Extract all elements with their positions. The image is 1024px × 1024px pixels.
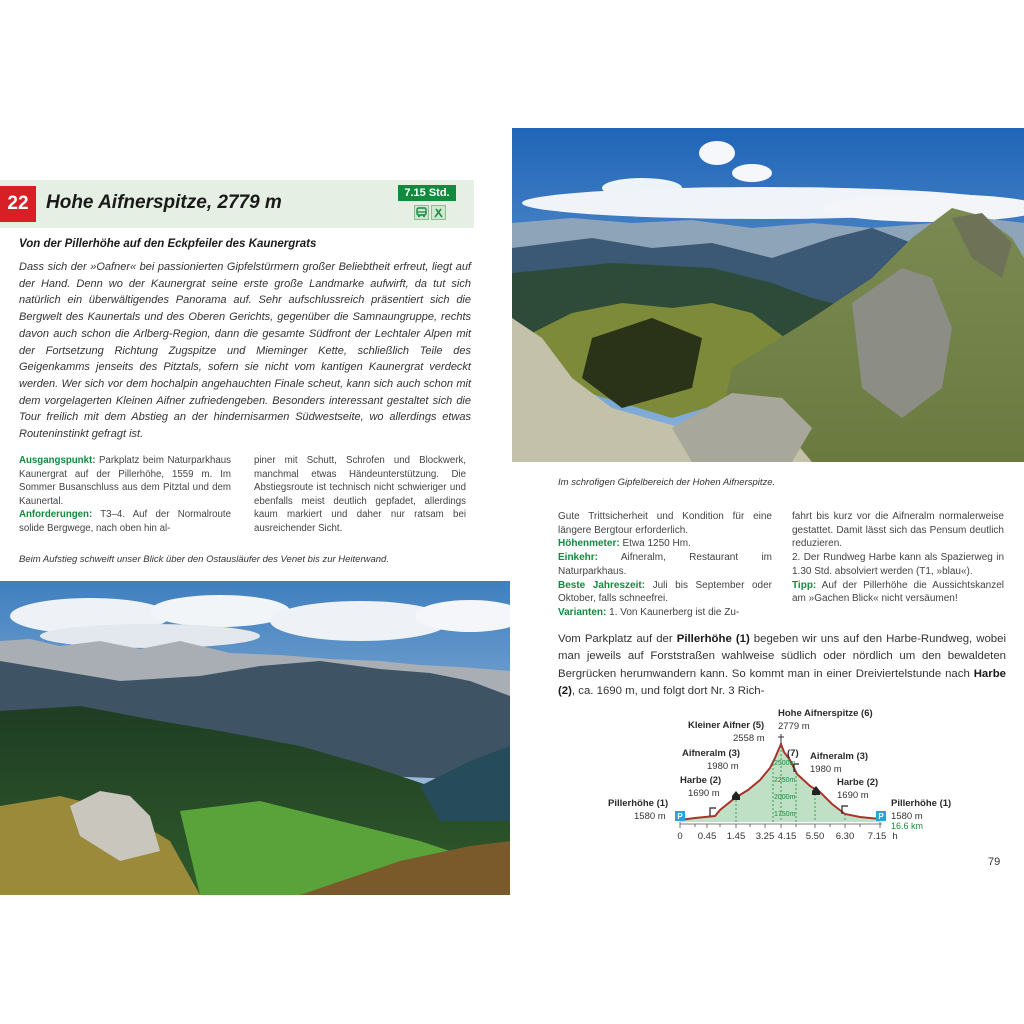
x-tick: 7.15	[867, 831, 887, 842]
wp-elev-aifneralm-down: 1980 m	[810, 764, 842, 775]
tour-subtitle: Von der Pillerhöhe auf den Eckpfeiler des Kaunergrats	[19, 238, 317, 250]
svg-text:2500m: 2500m	[774, 760, 796, 767]
wp-label-harbe-up: Harbe (2)	[680, 775, 722, 786]
tour-title: Hohe Aifnerspitze, 2779 m	[46, 192, 282, 213]
duration-badge: 7.15 Std.	[398, 185, 456, 201]
svg-text:1750m: 1750m	[774, 811, 796, 818]
facts-column-right-2	[792, 510, 1004, 606]
x-tick: 0.45	[697, 831, 717, 842]
wp-elev-hohe-aifnerspitze: 2779 m	[778, 721, 810, 732]
tour-header	[0, 180, 474, 228]
wp-label-pillerhoehe-start: Pillerhöhe (1)	[608, 798, 669, 809]
parking-icon-end: P	[876, 811, 886, 821]
text-trittsicherheit: Gute Trittsicherheit und Kondition für eine längere Bergtour erforderlich.	[558, 511, 772, 536]
svg-text:2250m: 2250m	[774, 777, 796, 784]
facts-column-right	[558, 510, 772, 620]
route-waypoint-pillerhoehe: Pillerhöhe (1)	[676, 633, 750, 645]
facts-column-left-2	[254, 454, 466, 535]
parking-icon-start: P	[675, 811, 685, 821]
wp-label-pillerhoehe-end: Pillerhöhe (1)	[891, 798, 952, 809]
text-jahreszeit: Juli bis September oder Oktober, falls schneefrei.	[558, 579, 772, 605]
route-waypoint-harbe: Harbe (2)	[558, 667, 1006, 697]
x-axis-unit: h	[892, 831, 898, 842]
x-tick: 4.15	[777, 831, 797, 842]
photo-venet-heiterwand	[0, 581, 510, 895]
wp-label-harbe-down: Harbe (2)	[837, 777, 879, 788]
wp-label-aifneralm-up: Aifneralm (3)	[682, 748, 741, 759]
facts-column-left	[19, 454, 231, 535]
wp-label-aifneralm-down: Aifneralm (3)	[810, 751, 869, 762]
svg-text:2000m: 2000m	[774, 794, 796, 801]
bus-icon	[414, 205, 429, 220]
text-tipp: Auf der Pillerhöhe die Aussichtskanzel am »Gachen Blick« nicht versäumen!	[792, 579, 1004, 605]
page-number: 79	[988, 856, 1001, 868]
tour-number-badge: 22	[0, 186, 36, 222]
text-ausgangspunkt: Parkplatz beim Naturparkhaus Kaunergrat auf der Pillerhöhe, 1559 m. Im Sommer Busanschluss aus dem Pitztal und dem Kaunertal.	[19, 455, 231, 507]
label-jahreszeit: Beste Jahreszeit:	[558, 579, 646, 591]
wp-label-hohe-aifnerspitze: Hohe Aifnerspitze (6)	[778, 708, 873, 719]
wp-label-7: (7)	[787, 748, 799, 759]
text-anforderungen: T3–4. Auf der Normalroute solide Bergwege, nach oben hin al-	[19, 509, 231, 534]
x-tick: 1.45	[726, 831, 746, 842]
text-einkehr: Aifneralm, Restaurant im Naturparkhaus.	[558, 552, 772, 577]
text-varianten-1: fahrt bis kurz vor die Aifneralm normalerweise gestattet. Damit lässt sich das Pensum deutlich reduzieren.	[792, 511, 1004, 550]
photo-caption-left: Beim Aufstieg schweift unser Blick über den Ostausläufer des Venet bis zur Heiterwand.	[19, 554, 389, 565]
route-text-3: , ca. 1690 m, und folgt dort Nr. 3 Rich-	[571, 684, 765, 697]
route-text-2: begeben wir uns auf den Harbe-Rundweg, wobei man jeweils auf Forststraßen wahlweise südlich oder nördlich um den bewaldeten Bergrücken herumwandern kann. So kommt man in einer Dreiviertelstunde nach	[558, 633, 1007, 680]
tour-icons	[414, 205, 446, 220]
wp-elev-pillerhoehe-end: 1580 m	[891, 811, 923, 822]
wp-elev-pillerhoehe-start: 1580 m	[634, 811, 666, 822]
wp-elev-harbe-up: 1690 m	[688, 788, 720, 799]
x-tick: 6.30	[835, 831, 855, 842]
text-varianten: 1. Von Kaunerberg ist die Zu-	[606, 606, 740, 618]
total-distance: 16.6 km	[891, 821, 924, 831]
label-ausgangspunkt: Ausgangspunkt:	[19, 455, 96, 466]
photo-caption-right: Im schrofigen Gipfelbereich der Hohen Aifnerspitze.	[558, 477, 776, 488]
label-hoehenmeter: Höhenmeter:	[558, 538, 620, 550]
text-varianten-2: 2. Der Rundweg Harbe kann als Spazierweg in 1.30 Std. absolviert werden (T1, »blau«).	[792, 552, 1004, 577]
photo-gipfelbereich	[512, 128, 1024, 462]
text-anforderungen-cont: piner mit Schutt, Schrofen und Blockwerk, manchmal etwas Händeunterstützung. Die Abstiegsroute ist technisch nicht schwieriger und ebenfalls meist deutlich gepfadet, allerdings kaum markiert und daher nur ratsam bei ausreichender Sicht.	[254, 455, 466, 534]
x-tick: 3.25	[755, 831, 775, 842]
route-description	[558, 631, 1006, 700]
x-tick: 0	[677, 831, 683, 842]
elevation-profile-chart	[600, 700, 970, 850]
x-tick: 5.50	[805, 831, 825, 842]
label-varianten: Varianten:	[558, 606, 607, 618]
label-anforderungen: Anforderungen:	[19, 509, 93, 520]
wp-elev-kleiner-aifner: 2558 m	[733, 733, 765, 744]
restaurant-icon	[431, 205, 446, 220]
wp-elev-harbe-down: 1690 m	[837, 790, 869, 801]
intro-paragraph: Dass sich der »Oafner« bei passionierten Gipfelstürmern großer Beliebtheit erfreut, liegt auf der Hand. Denn wo der Kaunergrat seine erste große Landmarke aufwirft, da tut sich natürlich ein überwältigendes Panorama auf. Sehr aufschlussreich präsentiert sich die Bergwelt des Kaunertals und des Oberen Gerichts, gegenüber die Samnaungruppe, rechts davon auch schon die Arlberg-Region, dann die gesamte Südfront der Lechtaler Alpen mit der Fortsetzung Richtung Zugspitze und Mieminger Kette, schließlich Teile des Geigenkamms jenseits des Pitztals, sofern sie nicht vom kantigen Kaunergrat verdeckt werden. Wer sich vor dem hochalpin angehauchten Finale scheut, kann sich auch schon mit dem vorgelagerten Kleinen Aifner zufriedengeben. Besonders interessant gestaltet sich die Tour freilich mit dem Abstieg an der hindernisarmen Südwestseite, wo allerdings etwas Routeninstinkt gefragt ist.	[19, 261, 471, 441]
label-einkehr: Einkehr:	[558, 552, 599, 564]
label-tipp: Tipp:	[792, 579, 817, 591]
text-hoehenmeter: Etwa 1250 Hm.	[619, 538, 691, 550]
wp-label-kleiner-aifner: Kleiner Aifner (5)	[688, 720, 765, 731]
route-text-1: Vom Parkplatz auf der	[558, 633, 677, 645]
wp-elev-aifneralm-up: 1980 m	[707, 761, 739, 772]
